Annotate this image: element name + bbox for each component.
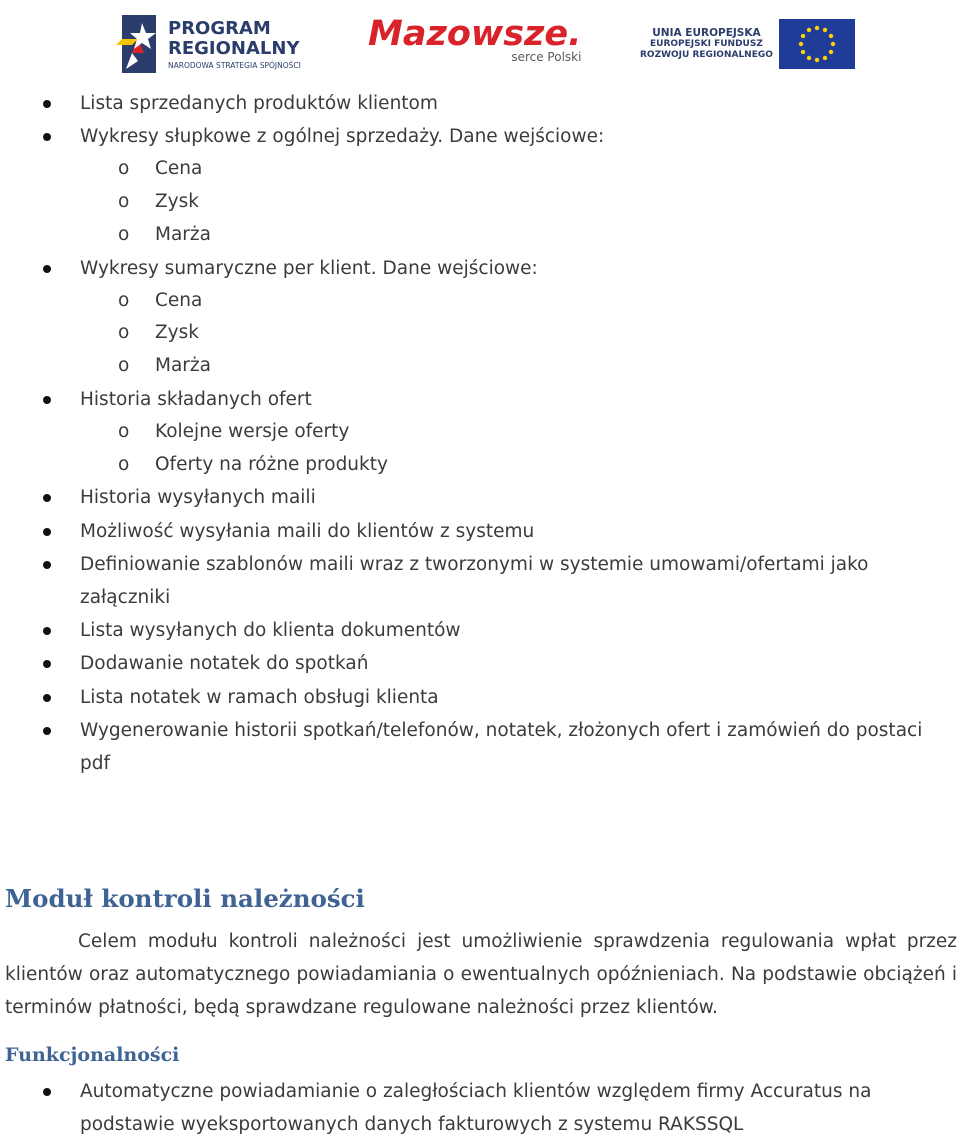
sub-list-item xyxy=(0,350,960,383)
section-heading: Moduł kontroli należności xyxy=(5,884,365,913)
program-line1: PROGRAM xyxy=(168,17,271,39)
list-item-text: Dodawanie notatek do spotkań xyxy=(80,653,369,675)
sub-list-item xyxy=(0,285,960,318)
program-regionalny-logo xyxy=(112,8,301,80)
mazowsze-logo xyxy=(368,14,581,72)
eu-flag-icon xyxy=(779,19,855,69)
list-item xyxy=(0,714,950,780)
bullet-icon xyxy=(43,561,51,569)
sub-item-text: Marża xyxy=(155,223,211,245)
list-item-text: Historia wysyłanych maili xyxy=(80,487,316,509)
list-item-text: Wygenerowanie historii spotkań/telefonów, notatek, złożonych ofert i zamówień do postaci pdf xyxy=(80,719,923,775)
functionality-list xyxy=(0,1075,960,1141)
sub-bullet-icon: o xyxy=(118,322,130,344)
list-item xyxy=(0,383,960,416)
bullet-icon xyxy=(43,494,51,502)
list-item-text: Lista notatek w ramach obsługi klienta xyxy=(80,686,439,708)
list-item xyxy=(0,515,960,548)
bullet-icon xyxy=(43,694,51,702)
list-item-text: Definiowanie szablonów maili wraz z tworzonymi w systemie umowami/ofertami jako załączniki xyxy=(80,553,869,609)
sub-list-item xyxy=(0,186,960,219)
bullet-icon xyxy=(43,133,51,141)
sub-bullet-icon: o xyxy=(118,421,130,443)
sub-item-text: Zysk xyxy=(155,191,199,213)
list-item-text: Lista sprzedanych produktów klientom xyxy=(80,93,438,114)
sub-item-text: Kolejne wersje oferty xyxy=(155,421,350,443)
program-subtitle: NARODOWA STRATEGIA SPÓJNOŚCI xyxy=(168,60,301,70)
eu-line3: ROZWOJU REGIONALNEGO xyxy=(640,49,773,60)
bullet-icon xyxy=(43,396,51,404)
list-item-text: Wykresy sumaryczne per klient. Dane wejściowe: xyxy=(80,257,538,279)
list-item xyxy=(0,681,960,714)
list-item xyxy=(0,1075,950,1141)
bullet-icon xyxy=(43,265,51,273)
list-item-text: Możliwość wysyłania maili do klientów z systemu xyxy=(80,520,535,542)
header xyxy=(0,0,960,85)
list-item xyxy=(0,647,960,680)
star-flag-icon xyxy=(112,9,162,79)
sub-list-item xyxy=(0,416,960,449)
list-item xyxy=(0,614,960,647)
bullet-icon xyxy=(43,627,51,635)
sub-item-text: Marża xyxy=(155,355,211,377)
sub-item-text: Zysk xyxy=(155,322,199,344)
list-item-text: Automatyczne powiadamianie o zaległościach klientów względem firmy Accuratus na podstawie wyeksportowanych danych fakturowych z systemu RAKSSQL xyxy=(80,1081,872,1136)
bullet-icon xyxy=(43,727,51,735)
eu-logo xyxy=(640,18,855,70)
bullet-icon xyxy=(43,100,51,108)
list-item xyxy=(0,87,960,120)
list-item xyxy=(0,548,950,614)
mazowsze-tagline: serce Polski xyxy=(511,50,582,64)
section-paragraph: Celem modułu kontroli należności jest umożliwienie sprawdzenia regulowania wpłat przez klientów oraz automatycznego powiadamiania o ewentualnych opóźnieniach. Na podstawie obciążeń i terminów płatności, będą sprawdzane regulowane należności przez klientów. xyxy=(5,931,957,1018)
sub-list-item xyxy=(0,317,960,350)
list-item-text: Lista wysyłanych do klienta dokumentów xyxy=(80,620,461,642)
list-item-text: Wykresy słupkowe z ogólnej sprzedaży. Dane wejściowe: xyxy=(80,126,605,148)
sub-bullet-icon: o xyxy=(118,453,130,475)
sub-bullet-icon: o xyxy=(118,158,130,180)
bullet-icon xyxy=(43,528,51,536)
list-item-text: Historia składanych ofert xyxy=(80,388,312,410)
program-line2: REGIONALNY xyxy=(168,37,300,59)
sub-item-text: Cena xyxy=(155,289,203,311)
mazowsze-wordmark: Mazowsze. xyxy=(368,14,582,54)
sub-list-item xyxy=(0,219,960,252)
feature-list xyxy=(0,87,960,780)
sub-item-text: Cena xyxy=(155,158,203,180)
list-item xyxy=(0,120,960,153)
subsection-heading: Funkcjonalności xyxy=(5,1044,180,1066)
sub-bullet-icon: o xyxy=(118,289,130,311)
sub-item-text: Oferty na różne produkty xyxy=(155,453,388,475)
eu-line1: UNIA EUROPEJSKA xyxy=(652,26,761,39)
sub-list-item xyxy=(0,449,960,482)
sub-bullet-icon: o xyxy=(118,191,130,213)
sub-bullet-icon: o xyxy=(118,223,130,245)
sub-bullet-icon: o xyxy=(118,355,130,377)
list-item xyxy=(0,252,960,285)
eu-line2: EUROPEJSKI FUNDUSZ xyxy=(650,38,763,49)
list-item xyxy=(0,481,960,514)
bullet-icon xyxy=(43,660,51,668)
sub-list-item xyxy=(0,153,960,186)
bullet-icon xyxy=(43,1088,51,1096)
